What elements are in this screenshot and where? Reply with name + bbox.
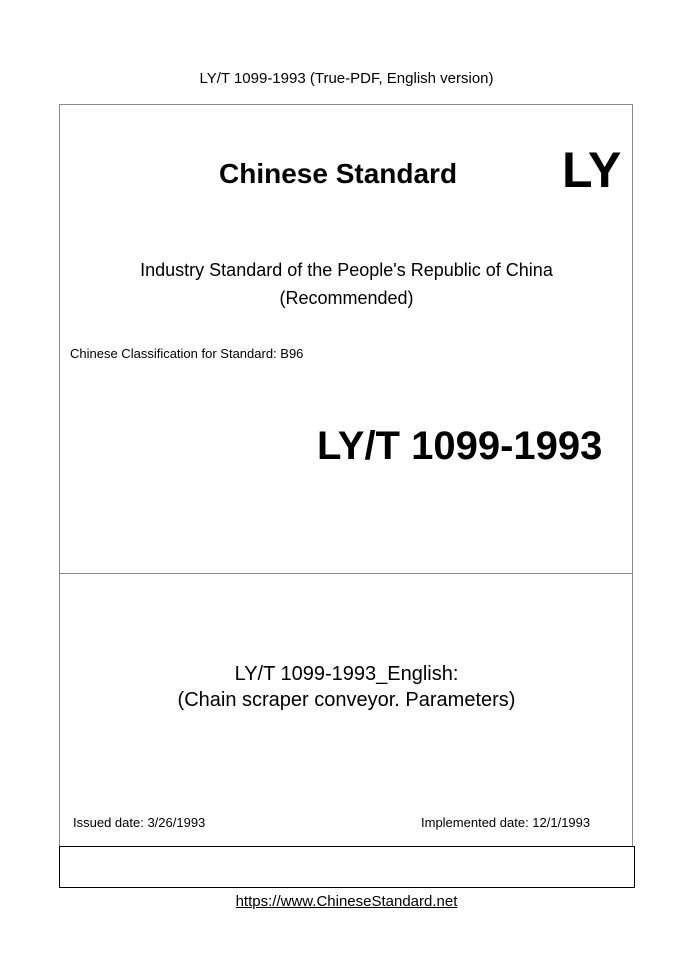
industry-code-logo: LY	[562, 142, 622, 198]
issued-date: Issued date: 3/26/1993	[73, 815, 206, 830]
standard-number: LY/T 1099-1993	[317, 424, 603, 468]
cover-bottom-box	[59, 846, 635, 888]
english-title-line2: (Chain scraper conveyor. Parameters)	[177, 689, 516, 711]
english-title-line1: LY/T 1099-1993_English:	[234, 663, 459, 685]
recommended-label: (Recommended)	[279, 288, 414, 308]
industry-standard-line: Industry Standard of the People's Republic of China	[140, 260, 553, 280]
implemented-date: Implemented date: 12/1/1993	[421, 815, 591, 830]
footer	[0, 893, 693, 910]
website-link[interactable]: https://www.ChineseStandard.net	[235, 893, 458, 910]
cover-title: Chinese Standard	[219, 158, 458, 189]
classification-label: Chinese Classification for Standard: B96	[70, 346, 304, 361]
document-header: LY/T 1099-1993 (True-PDF, English version)	[199, 70, 494, 87]
